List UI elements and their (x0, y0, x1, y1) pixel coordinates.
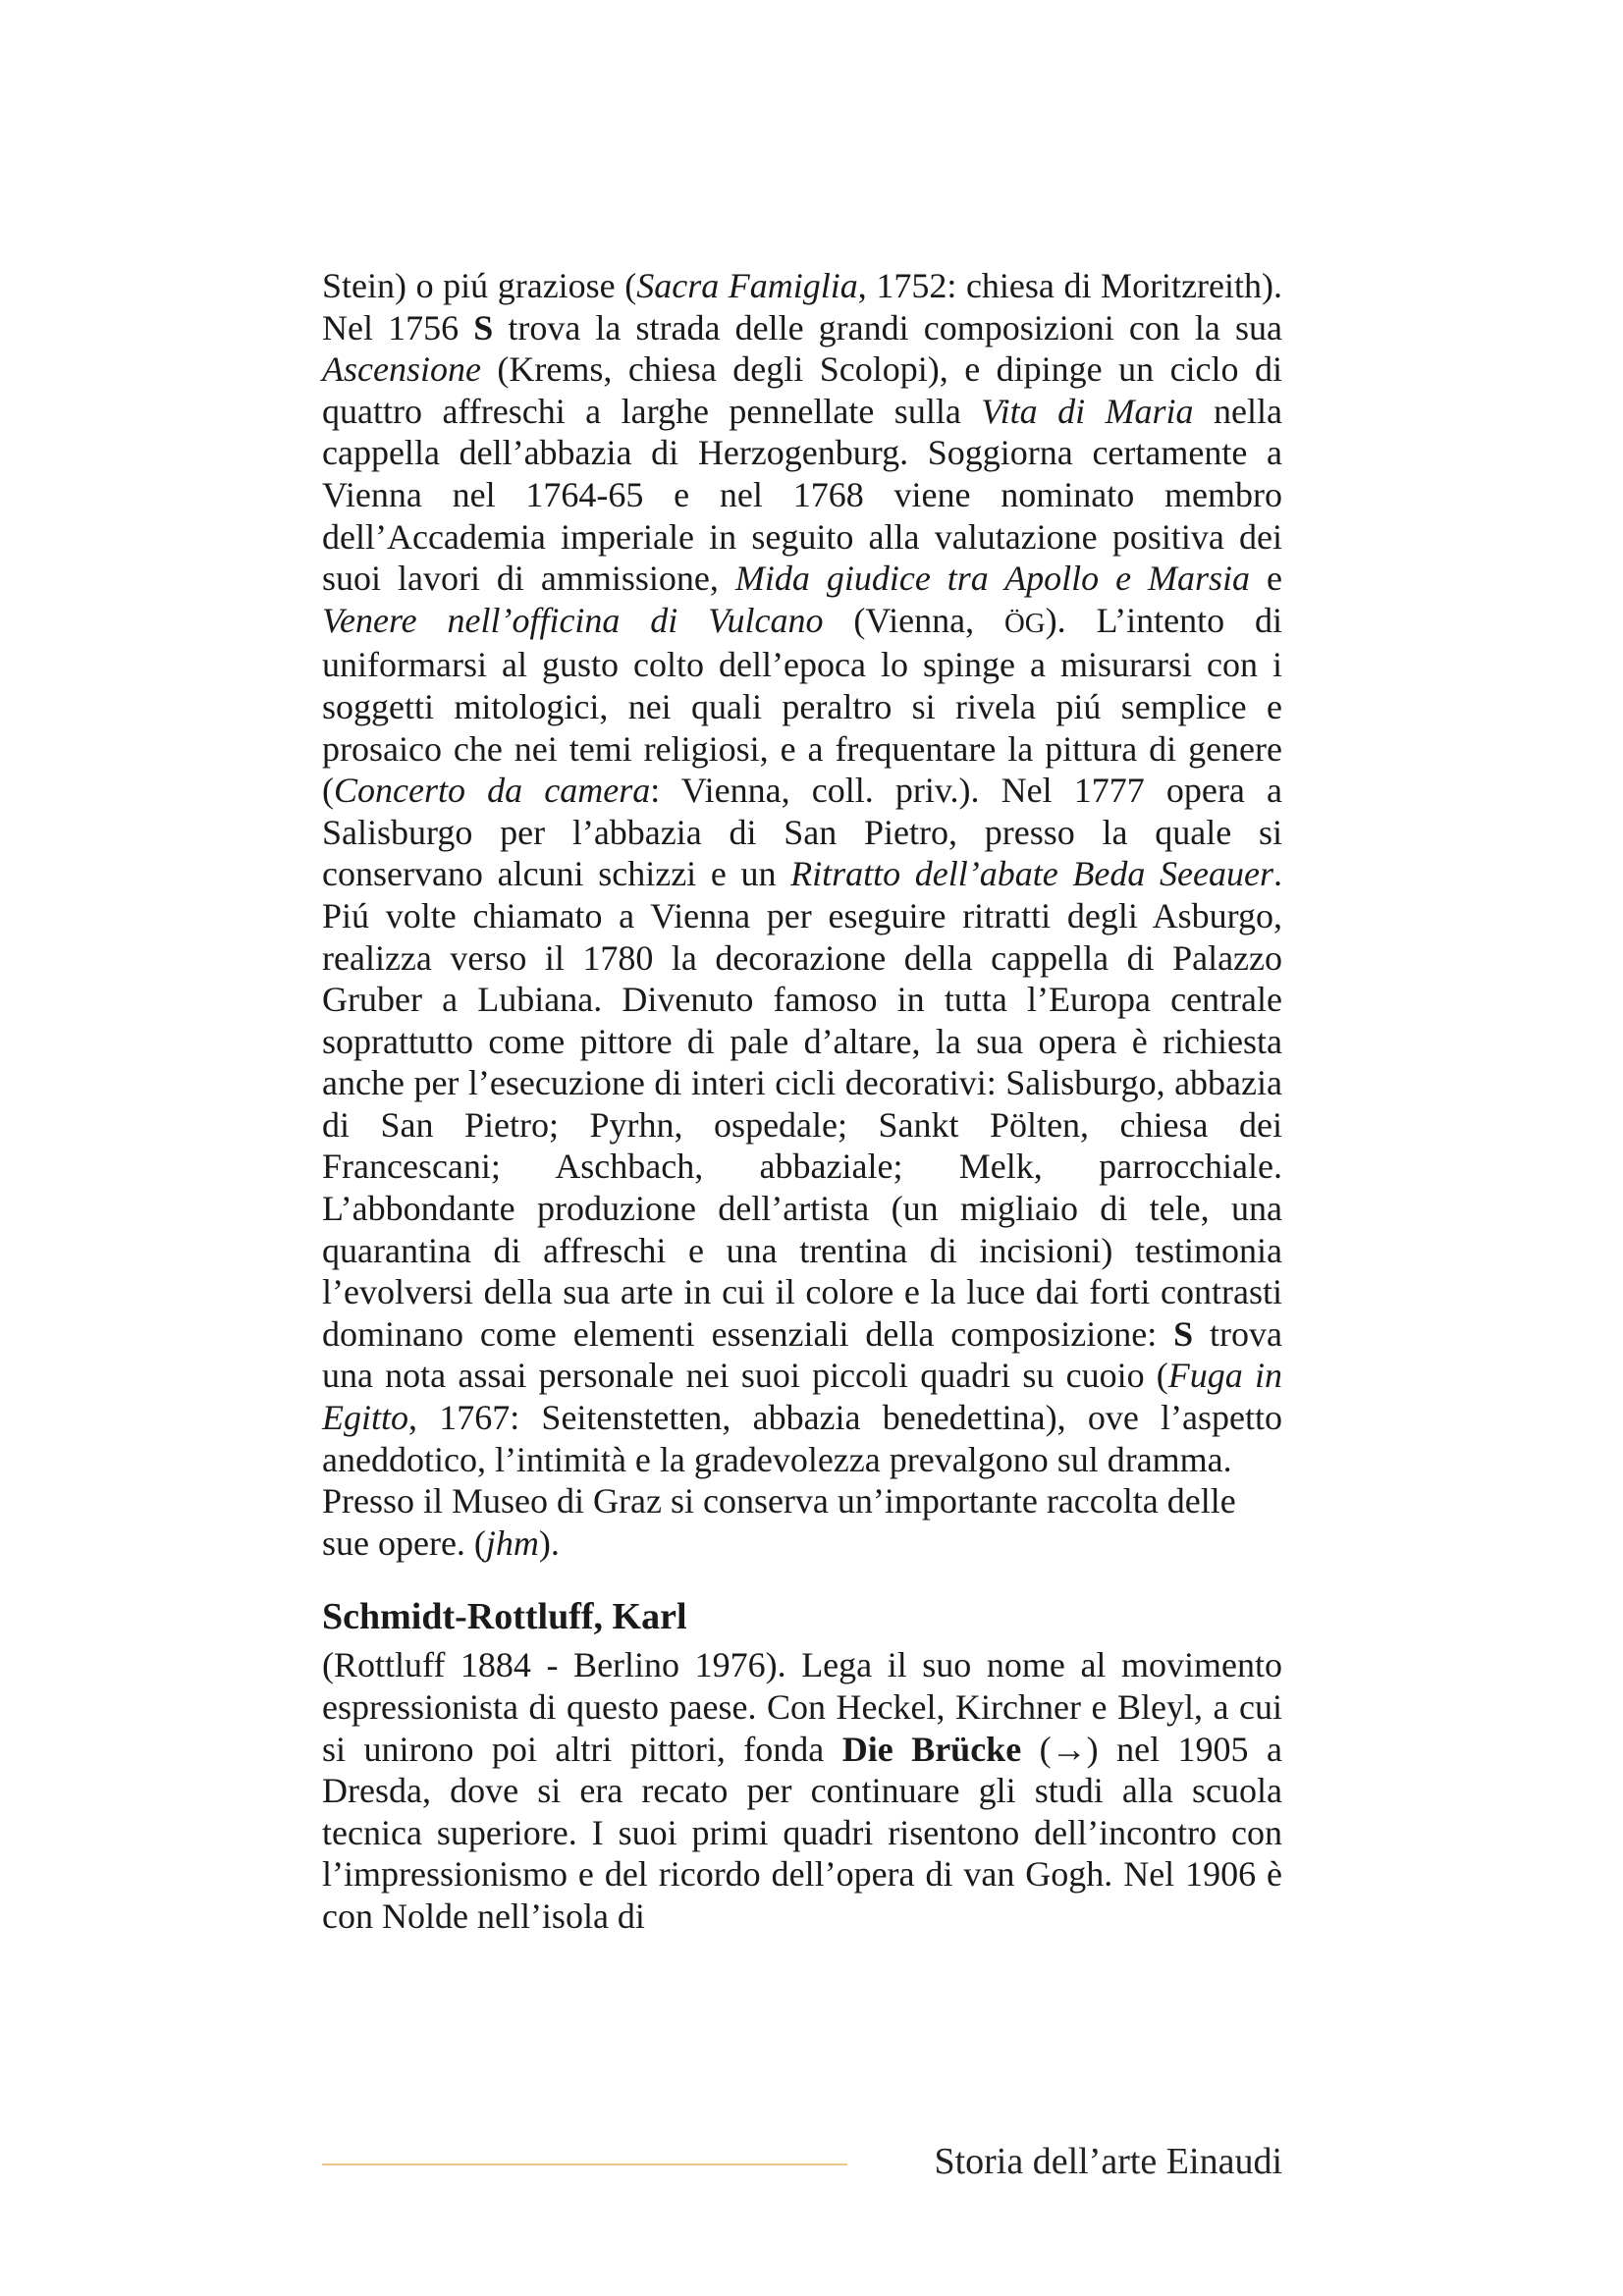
paragraph (322, 265, 1282, 1480)
text-run: (Rottluff 1884 - Berlino 1976). Lega il suo nome al movimento espressionista di questo paese. Con Heckel, Kirchner e Bleyl, a cui si unirono poi altri pittori, fonda (322, 1645, 1282, 1769)
text-run: Stein) o piú graziose ( (322, 266, 637, 305)
text-run: : Vienna, coll. priv.). Nel 1777 opera a Salisburgo per l’abbazia di San Pietro, presso la quale si conservano alcuni schizzi e un (322, 771, 1283, 894)
text-run: , 1767: Seitenstetten, abbazia benedettina), ove l’aspetto aneddotico, l’intimità e la gradevolezza prevalgono sul dramma. (322, 1398, 1282, 1479)
italic-text: Ascensione (322, 349, 481, 390)
footer-rule (322, 2163, 847, 2165)
text-run: ). L’intento di uniformarsi al gusto colto dell’epoca lo spinge a misurarsi con i soggetti mitologici, nei quali peraltro si rivela piú semplice e prosaico che nei temi religiosi, e a frequentare la pittura di genere ( (322, 600, 1282, 811)
bold-text: Die Brücke (841, 1729, 1022, 1769)
italic-text: Fuga in Egitto (322, 1356, 1282, 1438)
text-run: (Vienna, (823, 600, 1005, 640)
text-run: e (1250, 559, 1283, 599)
small-caps-text: ÖG (1004, 607, 1046, 639)
text-run: nella cappella dell’abbazia di Herzogenburg. Soggiorna certamente a Vienna nel 1764-65 e nel 1768 viene nominato membro dell’Accademia imperiale in seguito alla valutazione positiva dei suoi lavori di ammissione, (322, 391, 1282, 599)
footer-title: Storia dell’arte Einaudi (934, 2141, 1282, 2182)
text-run: (Krems, chiesa degli Scolopi), e dipinge un ciclo di quattro affreschi a larghe pennellate sulla (322, 349, 1282, 431)
italic-text: Mida giudice tra Apollo e Marsia (734, 559, 1251, 599)
text-run: (→) nel 1905 a Dresda, dove si era recato per continuare gli studi alla scuola tecnica superiore. I suoi primi quadri risentono dell’incontro con l’impressionismo e del ricordo dell’opera di van Gogh. Nel 1906 è con Nolde nell’isola di (322, 1729, 1282, 1936)
page-body (322, 265, 1282, 1938)
text-run: trova una nota assai personale nei suoi piccoli quadri su cuoio ( (322, 1313, 1283, 1396)
text-run: , 1752: chiesa di Moritzreith). Nel 1756 (322, 266, 1282, 347)
entry-heading: Schmidt-Rottluff, Karl (322, 1596, 687, 1638)
italic-text: Vita di Maria (981, 391, 1194, 431)
italic-text: Ritratto dell’abate Beda Seeauer (790, 854, 1273, 894)
text-run: trova la strada delle grandi composizioni con la sua (493, 307, 1282, 347)
bold-text: S (473, 307, 494, 347)
text-run: Presso il Museo di Graz si conserva un’importante raccolta delle sue opere. ( (322, 1481, 1236, 1563)
italic-text: Venere nell’officina di Vulcano (322, 600, 824, 640)
italic-text: Concerto da camera (334, 771, 651, 811)
bold-text: S (1173, 1313, 1194, 1354)
paragraph (322, 1644, 1282, 1937)
italic-text: Sacra Famiglia (636, 266, 858, 305)
text-run: . Piú volte chiamato a Vienna per eseguire ritratti degli Asburgo, realizza verso il 1780 la decorazione della cappella di Palazzo Gruber a Lubiana. Divenuto famoso in tutta l’Europa centrale soprattutto come pittore di pale d’altare, la sua opera è richiesta anche per l’esecuzione di interi cicli decorativi: Salisburgo, abbazia di San Pietro; Pyrhn, ospedale; Sankt Pölten, chiesa dei Francescani; Aschbach, abbaziale; Melk, parrocchiale. L’abbondante produzione dell’artista (un migliaio di tele, una quarantina di affreschi e una trentina di incisioni) testimonia l’evolversi della sua arte in cui il colore e la luce dai forti contrasti dominano come elementi essenziali della composizione: (322, 854, 1282, 1354)
italic-text: jhm (485, 1522, 539, 1563)
paragraph (322, 1480, 1282, 1564)
text-run: ). (538, 1522, 560, 1563)
